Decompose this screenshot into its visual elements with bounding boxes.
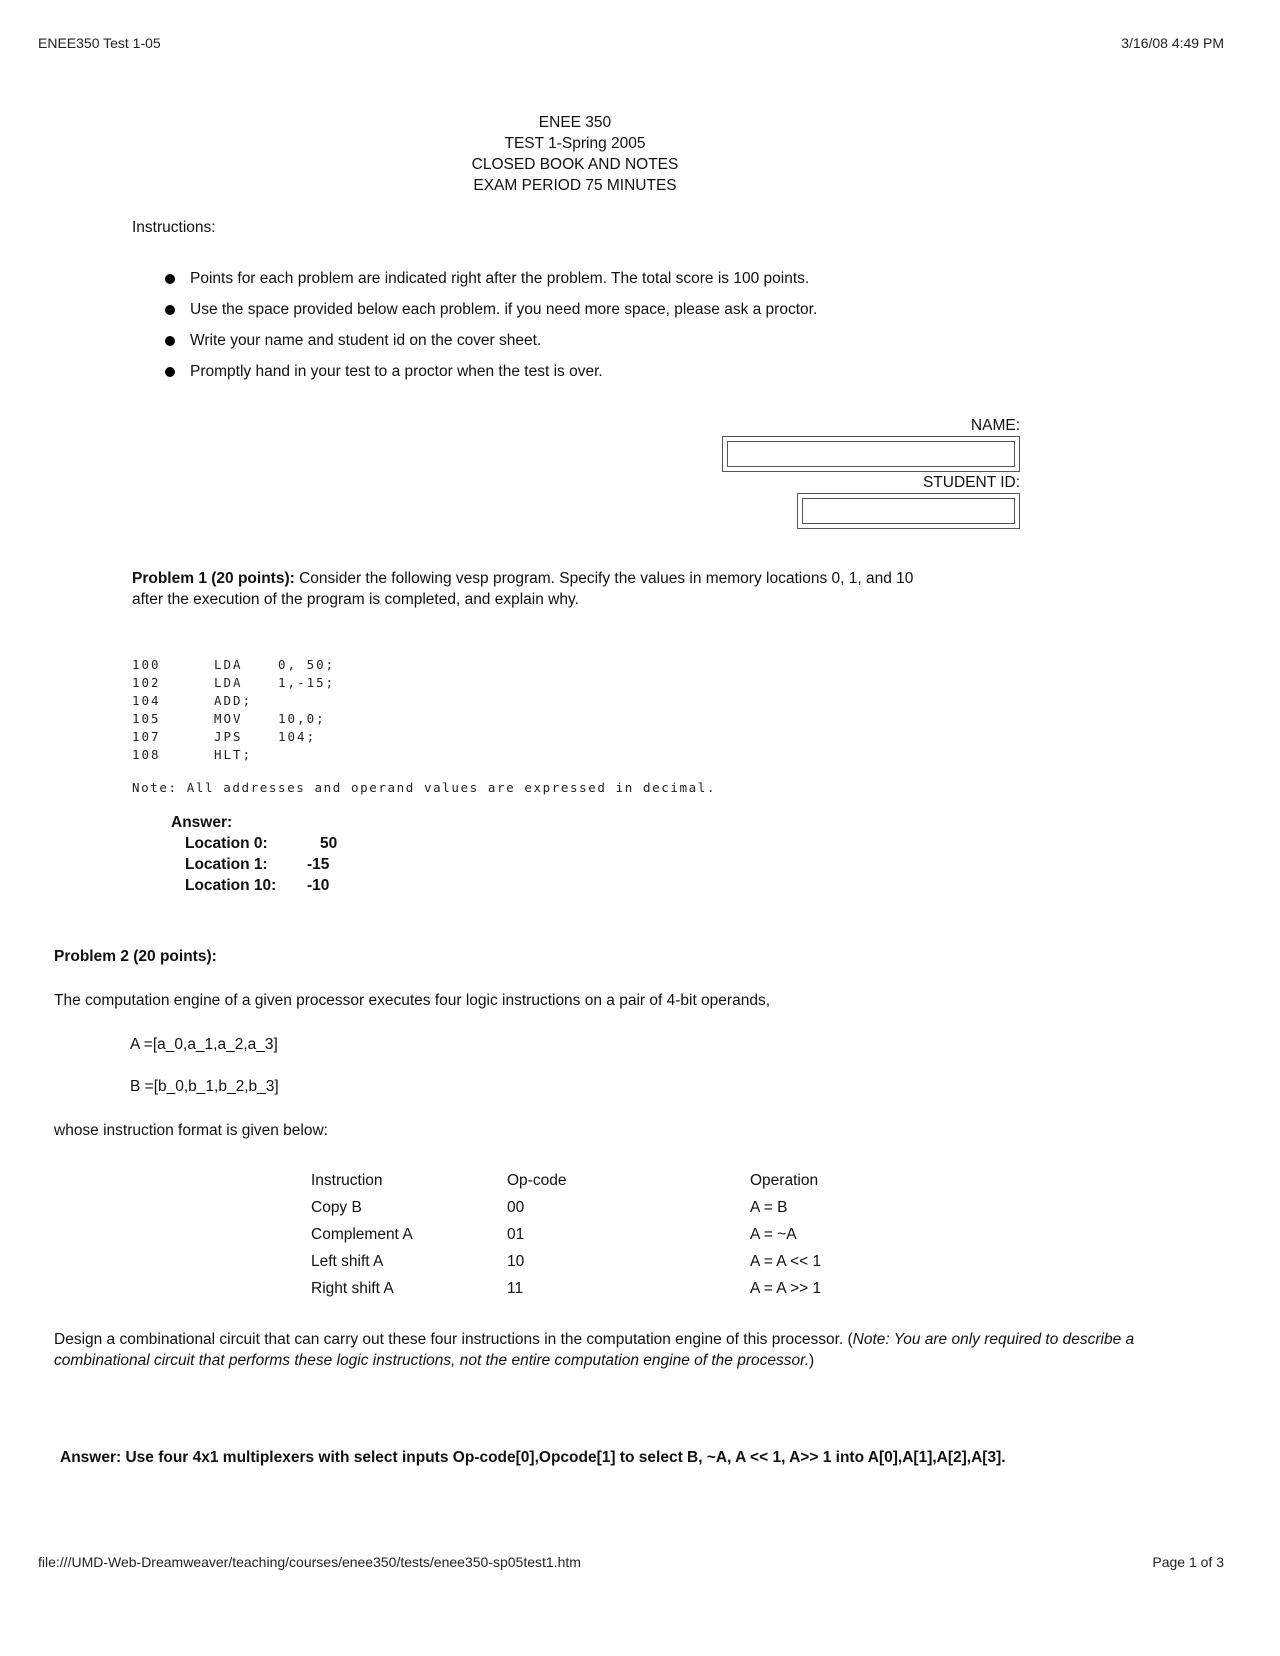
bullet-icon bbox=[165, 305, 175, 315]
column-header: Op-code bbox=[507, 1172, 567, 1189]
code-line: 102 LDA 1,-15; bbox=[132, 675, 336, 690]
answer-label: Answer: bbox=[171, 814, 233, 831]
list-item: Use the space provided below each problem. if you need more space, please ask a proctor. bbox=[150, 299, 817, 330]
problem2-answer: Answer: Use four 4x1 multiplexers with select inputs Op-code[0],Opcode[1] to select B, ~A, A << 1, A>> 1 into A[0],A[1],A[2],A[3]. bbox=[60, 1449, 1006, 1466]
name-field[interactable] bbox=[722, 436, 1020, 472]
code-line: 107 JPS 104; bbox=[132, 729, 317, 744]
table-header-row bbox=[311, 1167, 910, 1194]
code-line: 105 MOV 10,0; bbox=[132, 711, 326, 726]
problem1-answer bbox=[171, 812, 338, 896]
closed-book-note: CLOSED BOOK AND NOTES bbox=[471, 156, 679, 173]
problem2-design-text: Design a combinational circuit that can carry out these four instructions in the computation engine of this processor. (Note: You are only required to describe a combinational circuit that performs these logic instructions, not the entire computation engine of the processor.) bbox=[54, 1331, 1135, 1369]
code-line: 108 HLT; bbox=[132, 747, 253, 762]
column-header: Instruction bbox=[311, 1172, 383, 1189]
code-line: 104 ADD; bbox=[132, 693, 253, 708]
student-id-label: STUDENT ID: bbox=[922, 474, 1020, 491]
code-line: 100 LDA 0, 50; bbox=[132, 657, 336, 672]
exam-title-block bbox=[0, 112, 1150, 196]
column-header: Operation bbox=[750, 1172, 819, 1189]
problem1-heading: Problem 1 (20 points): bbox=[132, 570, 295, 587]
problem2-intro: The computation engine of a given processor executes four logic instructions on a pair of 4-bit operands, bbox=[54, 992, 770, 1009]
bullet-icon bbox=[165, 336, 175, 346]
list-item: Points for each problem are indicated right after the problem. The total score is 100 points. bbox=[150, 268, 817, 299]
table-row: Copy B 00 A = B bbox=[311, 1199, 788, 1216]
table-row: Right shift A 11 A = A >> 1 bbox=[311, 1280, 822, 1297]
problem2-heading: Problem 2 (20 points): bbox=[54, 948, 217, 965]
instructions-list bbox=[150, 268, 817, 392]
bullet-icon bbox=[165, 367, 175, 377]
answer-row: Location 10: -10 bbox=[185, 877, 330, 894]
problem1-note: Note: All addresses and operand values are expressed in decimal. bbox=[132, 780, 717, 795]
operand-a-definition: A =[a_0,a_1,a_2,a_3] bbox=[130, 1036, 278, 1053]
print-header-title: ENEE350 Test 1-05 bbox=[38, 35, 161, 51]
student-id-field[interactable] bbox=[797, 493, 1020, 529]
answer-row: Location 0: 50 bbox=[185, 835, 338, 852]
exam-period: EXAM PERIOD 75 MINUTES bbox=[473, 177, 677, 194]
format-line: whose instruction format is given below: bbox=[54, 1122, 328, 1139]
operand-b-definition: B =[b_0,b_1,b_2,b_3] bbox=[130, 1078, 279, 1095]
instruction-table bbox=[311, 1167, 910, 1302]
instructions-label: Instructions: bbox=[132, 219, 216, 236]
list-item: Promptly hand in your test to a proctor when the test is over. bbox=[150, 361, 817, 392]
page-number: Page 1 of 3 bbox=[1152, 1554, 1224, 1570]
answer-row: Location 1: -15 bbox=[185, 856, 330, 873]
bullet-icon bbox=[165, 274, 175, 284]
print-footer-url: file:///UMD-Web-Dreamweaver/teaching/courses/enee350/tests/enee350-sp05test1.htm bbox=[38, 1554, 581, 1570]
problem1-code bbox=[132, 656, 392, 764]
test-title: TEST 1-Spring 2005 bbox=[504, 135, 646, 152]
print-header-date: 3/16/08 4:49 PM bbox=[1121, 35, 1224, 51]
problem1-statement: Problem 1 (20 points): Consider the following vesp program. Specify the values in memory locations 0, 1, and 10 after the execution of the program is completed, and explain why. bbox=[132, 570, 914, 608]
table-row: Complement A 01 A = ~A bbox=[311, 1226, 797, 1243]
table-row: Left shift A 10 A = A << 1 bbox=[311, 1253, 822, 1270]
name-label: NAME: bbox=[970, 417, 1020, 434]
course-title: ENEE 350 bbox=[538, 114, 612, 131]
list-item: Write your name and student id on the cover sheet. bbox=[150, 330, 817, 361]
